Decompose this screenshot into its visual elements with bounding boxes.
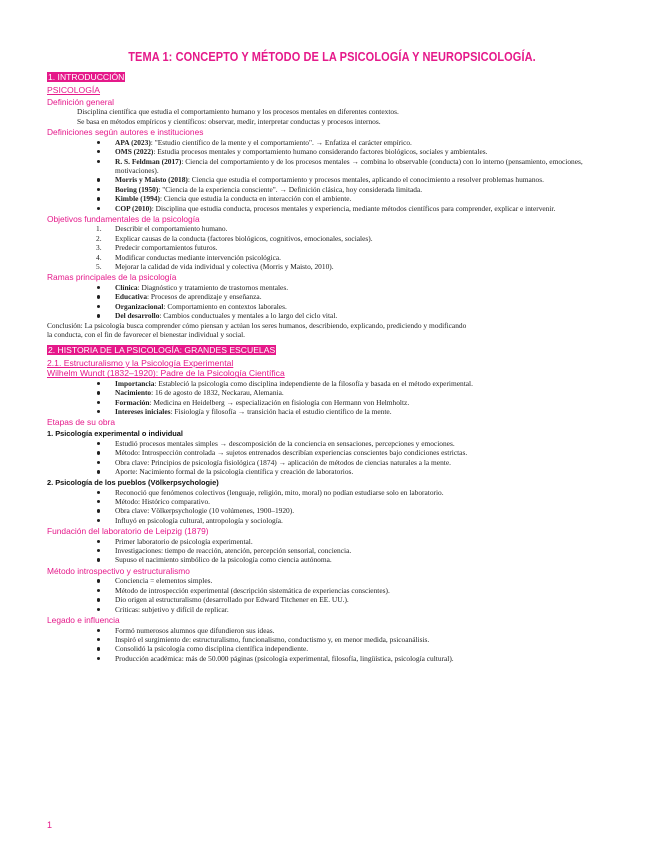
- method-heading: Método introspectivo y estructuralismo: [47, 565, 190, 576]
- list-item: Morris y Maisto (2018): Ciencia que estudia el comportamiento y procesos mentales, aplicando el conocimiento a resolver problemas humanos.: [115, 175, 617, 184]
- authors-heading: Definiciones según autores e instituciones: [47, 127, 204, 138]
- list-item: Críticas: subjetivo y difícil de replicar.: [115, 605, 617, 614]
- list-item: Influyó en psicología cultural, antropología y sociología.: [115, 516, 617, 525]
- list-item: Conciencia = elementos simples.: [115, 576, 617, 585]
- list-item: Primer laboratorio de psicología experimental.: [115, 537, 617, 546]
- page-number: 1: [47, 820, 53, 830]
- definition-line-1: Disciplina científica que estudia el comportamiento humano y los procesos mentales en diferentes contextos.: [77, 107, 399, 116]
- list-item: Obra clave: Principios de psicología fisiológica (1874) → aplicación de métodos de ciencias naturales a la mente.: [115, 458, 617, 467]
- branches-list: [47, 283, 617, 321]
- branches-heading: Ramas principales de la psicología: [47, 272, 177, 283]
- document-title: TEMA 1: CONCEPTO Y MÉTODO DE LA PSICOLOGÍA Y NEUROPSICOLOGÍA.: [128, 50, 536, 64]
- list-item: Producción académica: más de 50.000 páginas (psicología experimental, filosofía, lingüística, psicología cultural).: [115, 654, 617, 663]
- list-item: APA (2023): "Estudio científico de la mente y el comportamiento". → Enfatiza el carácter empírico.: [115, 138, 617, 147]
- document-page: [47, 50, 617, 663]
- list-item: OMS (2022): Estudia procesos mentales y comportamiento humano considerando factores biológicos, sociales y ambientales.: [115, 147, 617, 156]
- conclusion-line-2: la conducta, con el fin de favorecer el bienestar individual y social.: [47, 330, 246, 340]
- stage-1-list: [47, 439, 617, 477]
- leipzig-heading: Fundación del laboratorio de Leipzig (1879): [47, 526, 209, 537]
- list-item: Nacimiento: 16 de agosto de 1832, Neckarau, Alemania.: [115, 388, 617, 397]
- legacy-heading: Legado e influencia: [47, 615, 120, 625]
- list-item: Reconoció que fenómenos colectivos (lenguaje, religión, mito, moral) no podían estudiarse solo en laboratorio.: [115, 488, 617, 497]
- list-item: Consolidó la psicología como disciplina científica independiente.: [115, 644, 617, 653]
- wundt-list: [47, 379, 617, 417]
- list-item: Aporte: Nacimiento formal de la psicología científica y creación de laboratorios.: [115, 467, 617, 476]
- definition-line-2: Se basa en métodos empíricos y científicos: observar, medir, interpretar conductas y procesos internos.: [77, 116, 381, 126]
- list-item: Supuso el nacimiento simbólico de la psicología como ciencia autónoma.: [115, 555, 617, 564]
- objectives-heading: Objetivos fundamentales de la psicología: [47, 213, 200, 224]
- list-item: Método de introspección experimental (descripción sistemática de experiencias conscientes).: [115, 586, 617, 595]
- list-item: Estudió procesos mentales simples → descomposición de la conciencia en sensaciones, percepciones y emociones.: [115, 439, 617, 448]
- method-list: [47, 576, 617, 614]
- authors-list: [47, 138, 617, 213]
- list-item: 4. Modificar conductas mediante intervención psicológica.: [96, 252, 282, 262]
- list-item: 1. Describir el comportamiento humano.: [96, 224, 228, 234]
- leipzig-list: [47, 537, 617, 565]
- list-item: Boring (1950): "Ciencia de la experiencia consciente". → Definición clásica, hoy considerada limitada.: [115, 185, 617, 194]
- conclusion-line-1: Conclusión: La psicología busca comprender cómo piensan y actúan los seres humanos, describiendo, explicando, prediciendo y modificando: [47, 320, 467, 330]
- definition-heading: Definición general: [47, 96, 115, 107]
- stage-2-list: [47, 488, 617, 526]
- subsection-estructuralismo: 2.1. Estructuralismo y la Psicología Experimental: [47, 357, 234, 368]
- list-item: Del desarrollo: Cambios conductuales y mentales a lo largo del ciclo vital.: [115, 311, 617, 320]
- list-item: Kimble (1994): Ciencia que estudia la conducta en interacción con el ambiente.: [115, 194, 617, 203]
- list-item: Importancia: Estableció la psicología como disciplina independiente de la filosofía y basada en el método experimental.: [115, 379, 617, 388]
- stage-1-heading: 1. Psicología experimental o individual: [47, 428, 183, 438]
- list-item: Inspiró el surgimiento de: estructuralismo, funcionalismo, conductismo y, en menor medida, psicoanálisis.: [115, 635, 617, 644]
- list-item: 5. Mejorar la calidad de vida individual y colectiva (Morris y Maisto, 2010).: [96, 262, 334, 272]
- list-item: Organizacional: Comportamiento en contextos laborales.: [115, 302, 617, 311]
- list-item: R. S. Feldman (2017): Ciencia del comportamiento y de los procesos mentales → combina lo observable (conducta) con lo interno (pensamiento, emociones, motivaciones).: [115, 157, 617, 176]
- legacy-list: [47, 626, 617, 664]
- stage-2-heading: 2. Psicología de los pueblos (Völkerpsychologie): [47, 477, 219, 487]
- list-item: Método: Introspección controlada → sujetos entrenados describían experiencias conscientes bajo condiciones estrictas.: [115, 448, 617, 457]
- list-item: Obra clave: Völkerpsychologie (10 volúmenes, 1900–1920).: [115, 506, 617, 515]
- list-item: 3. Predecir comportamientos futuros.: [96, 243, 218, 253]
- list-item: Dio origen al estructuralismo (desarrollado por Edward Titchener en EE. UU.).: [115, 595, 617, 604]
- list-item: Formó numerosos alumnos que difundieron sus ideas.: [115, 626, 617, 635]
- list-item: Método: Histórico comparativo.: [115, 497, 617, 506]
- list-item: Formación: Medicina en Heidelberg → especialización en fisiología con Hermann von Helmholtz.: [115, 398, 617, 407]
- list-item: COP (2010): Disciplina que estudia conducta, procesos mentales y experiencia, mediante métodos científicos para comprender, explicar e intervenir.: [115, 204, 617, 213]
- section-1-heading: 1. INTRODUCCIÓN: [48, 72, 125, 82]
- list-item: Investigaciones: tiempo de reacción, atención, percepción sensorial, conciencia.: [115, 546, 617, 555]
- list-item: Educativa: Procesos de aprendizaje y enseñanza.: [115, 292, 617, 301]
- list-item: Clínica: Diagnóstico y tratamiento de trastornos mentales.: [115, 283, 617, 292]
- subsection-wundt: Wilhelm Wundt (1832–1920): Padre de la Psicología Científica: [47, 368, 285, 379]
- objectives-list: [47, 224, 617, 271]
- list-item: 2. Explicar causas de la conducta (factores biológicos, cognitivos, emocionales, sociales).: [96, 233, 373, 243]
- subsection-psicologia: PSICOLOGÍA: [47, 85, 101, 95]
- stages-heading: Etapas de su obra: [47, 417, 115, 428]
- section-2-heading: 2. HISTORIA DE LA PSICOLOGÍA: GRANDES ESCUELAS: [48, 344, 276, 355]
- list-item: Intereses iniciales: Fisiología y filosofía → transición hacia el estudio científico de la mente.: [115, 407, 617, 416]
